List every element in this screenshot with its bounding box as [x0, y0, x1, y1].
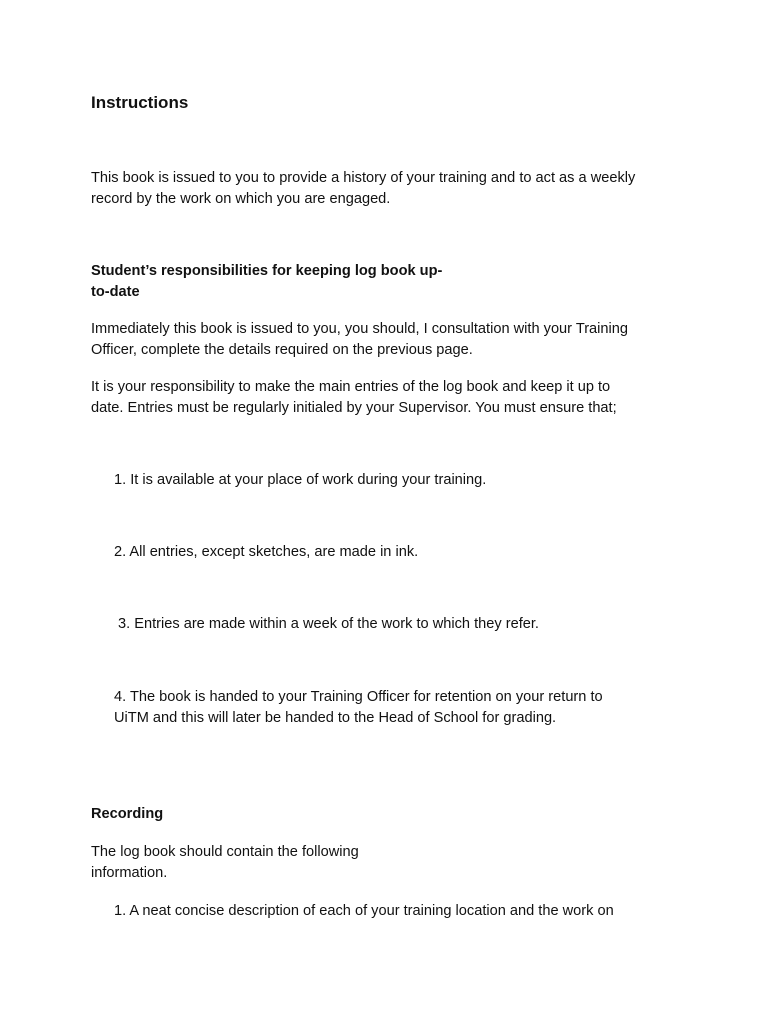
paragraph-2-line-1: It is your responsibility to make the main entries of the log book and keep it up to [91, 379, 611, 395]
responsibilities-heading-line-2: to-date [91, 283, 140, 300]
responsibilities-paragraph-1 [91, 319, 628, 360]
intro-paragraph [91, 168, 635, 209]
page-title: Instructions [91, 93, 189, 112]
recording-line-1: The log book should contain the following [91, 844, 359, 860]
list-item [114, 901, 614, 922]
list-item-2-text: 2. All entries, except sketches, are made in ink. [114, 544, 419, 560]
list-item [114, 687, 603, 728]
recording-item-1-text: 1. A neat concise description of each of your training location and the work on [114, 903, 614, 919]
list-item-3-text: 3. Entries are made within a week of the work to which they refer. [118, 616, 539, 632]
list-item-1-text: 1. It is available at your place of work during your training. [114, 472, 487, 488]
list-item-4-line-2: UiTM and this will later be handed to the Head of School for grading. [114, 709, 557, 726]
list-item [114, 542, 418, 563]
responsibilities-heading-line-1: Student’s responsibilities for keeping log book up- [91, 263, 443, 279]
recording-paragraph [91, 842, 359, 883]
recording-heading: Recording [91, 806, 164, 822]
list-item-4-line-1: 4. The book is handed to your Training Officer for retention on your return to [114, 689, 603, 705]
intro-line-2: record by the work on which you are engaged. [91, 190, 391, 207]
intro-line-1: This book is issued to you to provide a history of your training and to act as a weekly [91, 170, 636, 186]
list-item [114, 470, 486, 491]
paragraph-1-line-1: Immediately this book is issued to you, you should, I consultation with your Training [91, 321, 629, 337]
responsibilities-heading [91, 261, 442, 302]
paragraph-1-line-2: Officer, complete the details required on the previous page. [91, 341, 473, 358]
recording-line-2: information. [91, 864, 168, 881]
responsibilities-paragraph-2 [91, 377, 617, 418]
paragraph-2-line-2: date. Entries must be regularly initialed by your Supervisor. You must ensure that; [91, 399, 617, 416]
list-item [118, 614, 539, 635]
